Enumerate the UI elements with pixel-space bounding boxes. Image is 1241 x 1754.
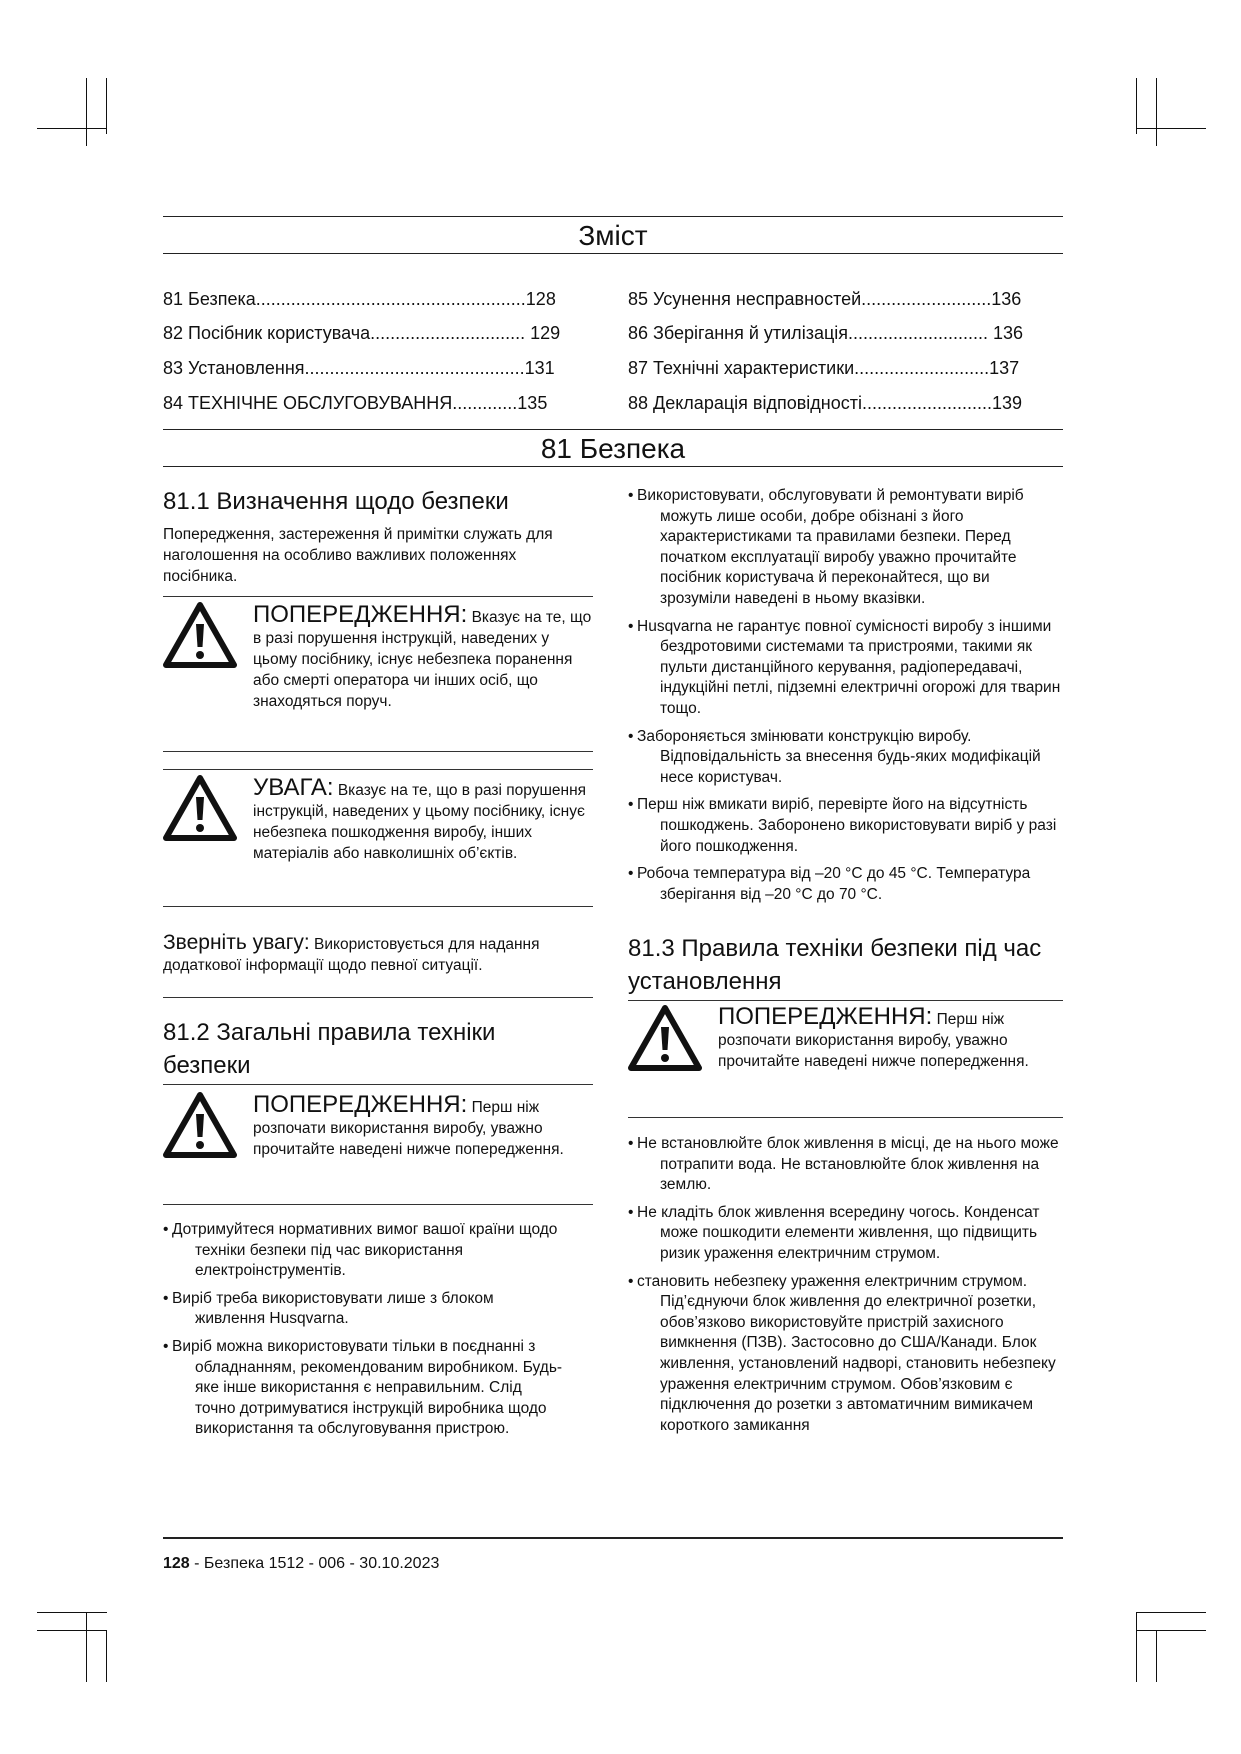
- chapter-title: 81 Безпека: [540, 433, 686, 464]
- warning-bottom-rule: [163, 1204, 593, 1205]
- caution-body: Вказує на те, що в разі порушення інструкцій, наведених у цьому посібнику, існує небезпека пошкодження виробу, інших матеріалів або навколишніх об’єктів.: [253, 782, 587, 862]
- toc-title: Зміст: [578, 220, 648, 251]
- warning-top-rule: [628, 1000, 1063, 1001]
- toc-entry[interactable]: 88 Декларація відповідності..........................139: [628, 393, 1023, 413]
- toc-entry[interactable]: 82 Посібник користувача............................... 129: [163, 323, 561, 343]
- warning-triangle-icon: [163, 775, 237, 841]
- crop-mark: [1156, 1630, 1157, 1682]
- general-safety-list-left: [163, 1220, 563, 1447]
- footer-text: - Безпека 1512 - 006 - 30.10.2023: [194, 1555, 440, 1572]
- chapter-title-rule: [163, 466, 1063, 467]
- warning-bottom-rule: [628, 1117, 1063, 1118]
- section-heading-81-1: 81.1 Визначення щодо безпеки: [163, 488, 509, 515]
- crop-mark: [1136, 1630, 1206, 1631]
- warning-label: ПОПЕРЕДЖЕННЯ:: [718, 1003, 933, 1030]
- warning-top-rule: [163, 1084, 593, 1085]
- note-label: Зверніть увагу:: [163, 931, 310, 954]
- toc-entry[interactable]: 86 Зберігання й утилізація............................ 136: [628, 323, 1024, 343]
- list-item: • Husqvarna не гарантує повної сумісності виробу з іншими бездротовими системами та пристроями, такими як пульти дистанційного керування, радіопередавачі, індукційні петлі, підземні електричні огорожі для тварин тощо.: [628, 617, 1061, 717]
- general-safety-list-right: [628, 486, 1063, 912]
- footer-rule: [163, 1537, 1063, 1539]
- crop-mark: [1156, 78, 1157, 146]
- crop-mark: [37, 1630, 107, 1631]
- list-item: • Забороняється змінювати конструкцію виробу. Відповідальність за внесення будь-яких модифікацій несе користувач.: [628, 727, 1041, 786]
- chapter-top-rule: [163, 429, 1063, 430]
- warning-body: Вказує на те, що в разі порушення інструкцій, наведених у цьому посібнику, існує небезпека поранення або смерті оператора чи інших осіб, що знаходяться поруч.: [253, 609, 592, 710]
- list-item: • Не кладіть блок живлення всередину чогось. Конденсат може пошкодити елементи живлення, що підвищить ризик ураження електричним струмом.: [628, 1203, 1040, 1262]
- note-bottom-rule: [163, 997, 593, 998]
- warning-top-rule: [163, 596, 593, 597]
- toc-entry[interactable]: 83 Установлення............................................131: [163, 358, 555, 378]
- warning-text: [253, 601, 593, 712]
- note-body: Використовується для надання додаткової інформації щодо певної ситуації.: [163, 936, 540, 974]
- crop-mark: [37, 1612, 107, 1613]
- warning-triangle-icon: [163, 602, 237, 668]
- section-heading-81-3: 81.3 Правила техніки безпеки під час установлення: [628, 935, 1042, 995]
- note-text: [163, 932, 593, 976]
- warning-label: ПОПЕРЕДЖЕННЯ:: [253, 601, 468, 628]
- intro-paragraph: Попередження, застереження й примітки служать для наголошення на особливо важливих положеннях посібника.: [163, 526, 553, 585]
- list-item: • Не встановлюйте блок живлення в місці, де на нього може потрапити вода. Не встановлюйте блок живлення на землю.: [628, 1135, 1059, 1194]
- installation-safety-list: [628, 1134, 1063, 1443]
- caution-text: [253, 774, 593, 864]
- section-heading-81-2: 81.2 Загальні правила техніки безпеки: [163, 1019, 496, 1079]
- warning-body: Перш ніж розпочати використання виробу, уважно прочитайте наведені нижче попередження.: [718, 1011, 1029, 1070]
- list-item: • Використовувати, обслуговувати й ремонтувати виріб можуть лише особи, добре обізнані з його характеристиками та правилами безпеки. Перед початком експлуатації виробу уважно прочитайте посібник користувача й переконайтеся, що ви зрозуміли наведені в ньому вказівки.: [628, 487, 1024, 607]
- warning-body: Перш ніж розпочати використання виробу, уважно прочитайте наведені нижче попередження.: [253, 1099, 564, 1158]
- warning-triangle-icon: [628, 1005, 702, 1071]
- page-footer: [163, 1555, 439, 1573]
- list-item: • Виріб треба використовувати лише з блоком живлення Husqvarna.: [163, 1289, 494, 1328]
- page-number: 128: [163, 1555, 190, 1572]
- crop-mark: [106, 1630, 107, 1682]
- toc-title-rule: [163, 253, 1063, 254]
- toc-top-rule: [163, 216, 1063, 217]
- toc-entry[interactable]: 87 Технічні характеристики...........................137: [628, 358, 1020, 378]
- caution-bottom-rule: [163, 906, 593, 907]
- list-item: • становить небезпеку ураження електричним струмом. Під’єднуючи блок живлення до електричної розетки, обов’язково використовуйте пристрій захисного вимкнення (ПЗВ). Застосовно до США/Канади. Блок живлення, установлений надворі, становить небезпеку ураження електричним струмом. Обов’язковим є підключення до розетки з автоматичним вимикачем короткого замикання: [628, 1272, 1056, 1434]
- list-item: • Виріб можна використовувати тільки в поєднанні з обладнанням, рекомендованим виробником. Будь-яке інше використання є неправильним. Слід точно дотримуватися інструкцій виробника щодо використання та обслуговування пристрою.: [163, 1337, 563, 1438]
- crop-mark: [1136, 78, 1137, 134]
- list-item: • Дотримуйтеся нормативних вимог вашої країни щодо техніки безпеки під час використання електроінструментів.: [163, 1221, 558, 1280]
- list-item: • Перш ніж вмикати виріб, перевірте його на відсутність пошкоджень. Заборонено використовувати виріб у разі його пошкодження.: [628, 796, 1057, 855]
- warning-bottom-rule: [163, 751, 593, 752]
- toc-entry[interactable]: 85 Усунення несправностей..........................136: [628, 289, 1022, 309]
- crop-mark: [106, 78, 107, 134]
- crop-mark: [86, 78, 87, 146]
- toc-entry[interactable]: 81 Безпека......................................................128: [163, 289, 556, 309]
- crop-mark: [1136, 1612, 1206, 1613]
- warning-text: [253, 1091, 573, 1160]
- warning-text: [718, 1003, 1038, 1072]
- crop-mark: [1136, 128, 1206, 129]
- list-item: • Робоча температура від –20 °C до 45 °C. Температура зберігання від –20 °C до 70 °C.: [628, 865, 1031, 903]
- warning-triangle-icon: [163, 1092, 237, 1158]
- crop-mark: [37, 128, 107, 129]
- warning-label: ПОПЕРЕДЖЕННЯ:: [253, 1091, 468, 1118]
- caution-top-rule: [163, 769, 593, 770]
- crop-mark: [86, 1612, 87, 1682]
- toc-entry[interactable]: 84 ТЕХНІЧНЕ ОБСЛУГОВУВАННЯ.............135: [163, 393, 548, 413]
- caution-label: УВАГА:: [253, 774, 334, 801]
- crop-mark: [1136, 1612, 1137, 1682]
